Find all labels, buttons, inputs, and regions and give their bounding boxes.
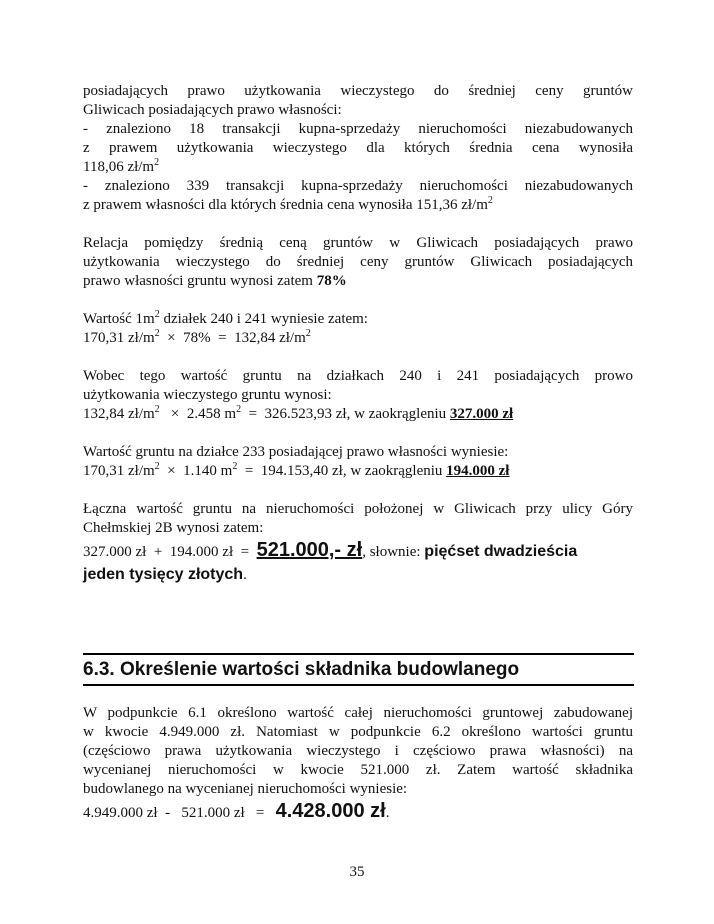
text-line: Wobec tego wartość gruntu na działkach 240 i 241 posiadających prowo: [83, 368, 633, 384]
formula-line: 170,31 $zł/m^2 \times 78\% = 132,84$ $zł/m^2$: [83, 328, 311, 346]
text-line: z prawem użytkowania wieczystego dla których średnia cena wynosiła: [83, 140, 633, 156]
text-line: posiadających prawo użytkowania wieczystego do średniej ceny gruntów: [83, 83, 633, 99]
text-line: Chełmskiej 2B wynosi zatem:: [83, 520, 264, 536]
text-line: budowlanego na wycenianej nieruchomości wyniesie:: [83, 781, 408, 797]
total-in-words: pięćset dwadzieścia: [424, 543, 578, 560]
formula-line: 170,31 $zł/m^2 \times 1.140$ $m^2 = 194.153,40$ zł, w zaokrągleniu 194.000 zł: [83, 461, 510, 479]
total-line: 327.000 zł + 194.000 zł = 521.000,- zł, słownie: pięćset dwadzieścia: [83, 539, 578, 561]
text-line: Relacja pomiędzy średnią ceną gruntów w Gliwicach posiadających prawo: [83, 235, 633, 251]
text-line: z prawem własności dla których średnia cena wynosiła 151,36 $zł/m^2$: [83, 195, 493, 213]
text-line: wycenianej nieruchomości w kwocie 521.000 zł. Zatem wartość składnika: [83, 762, 633, 778]
text-line: w kwocie 4.949.000 zł. Natomiast w podpunkcie 6.2 określono wartości gruntu: [83, 724, 633, 740]
rounded-value: 327.000 zł: [449, 406, 514, 422]
text-line: użytkowania wieczystego do średniej ceny gruntów Gliwicach posiadających: [83, 254, 633, 270]
total-in-words: jeden tysięcy złotych: [83, 566, 244, 583]
section-heading: 6.3. Określenie wartości składnika budowlanego: [83, 653, 634, 686]
formula-line: 132,84 $zł/m^2 \times 2.458$ $m^2 = 326.523,93$ zł, w zaokrągleniu 327.000 zł: [83, 404, 514, 422]
text-line: W podpunkcie 6.1 określono wartość całej nieruchomości gruntowej zabudowanej: [83, 705, 633, 721]
total-line: jeden tysięcy złotych.: [83, 566, 247, 583]
text-line: - znaleziono 18 transakcji kupna-sprzedaży nieruchomości niezabudowanych: [83, 121, 633, 137]
text-line: Gliwicach posiadających prawo własności:: [83, 102, 342, 118]
rounded-value: 194.000 zł: [446, 463, 510, 479]
building-value: 4.428.000 zł: [275, 800, 386, 822]
text-line: 118,06 $zł/m^2$: [83, 157, 160, 175]
text-line: Łączna wartość gruntu na nieruchomości położonej w Gliwicach przy ulicy Góry: [83, 501, 633, 517]
total-value: 521.000,- zł: [256, 539, 363, 561]
text-line: (częściowo prawa użytkowania wieczystego i częściowo prawa własności) na: [83, 743, 633, 759]
text-line: prawo własności gruntu wynosi zatem 78%: [83, 273, 347, 289]
page-number: 35: [349, 864, 365, 880]
text-line: - znaleziono 339 transakcji kupna-sprzedaży nieruchomości niezabudowanych: [83, 178, 633, 194]
page-body: [83, 82, 633, 586]
text-line: Wartość $1m^2$ działek 240 i 241 wyniesie zatem:: [83, 309, 368, 327]
result-line: 4.949.000 zł - 521.000 zł = 4.428.000 zł.: [83, 800, 390, 822]
text-line: użytkowania wieczystego gruntu wynosi:: [83, 387, 332, 403]
text-line: Wartość gruntu na działce 233 posiadającej prawo własności wyniesie:: [83, 444, 509, 460]
section-body: [83, 704, 633, 825]
